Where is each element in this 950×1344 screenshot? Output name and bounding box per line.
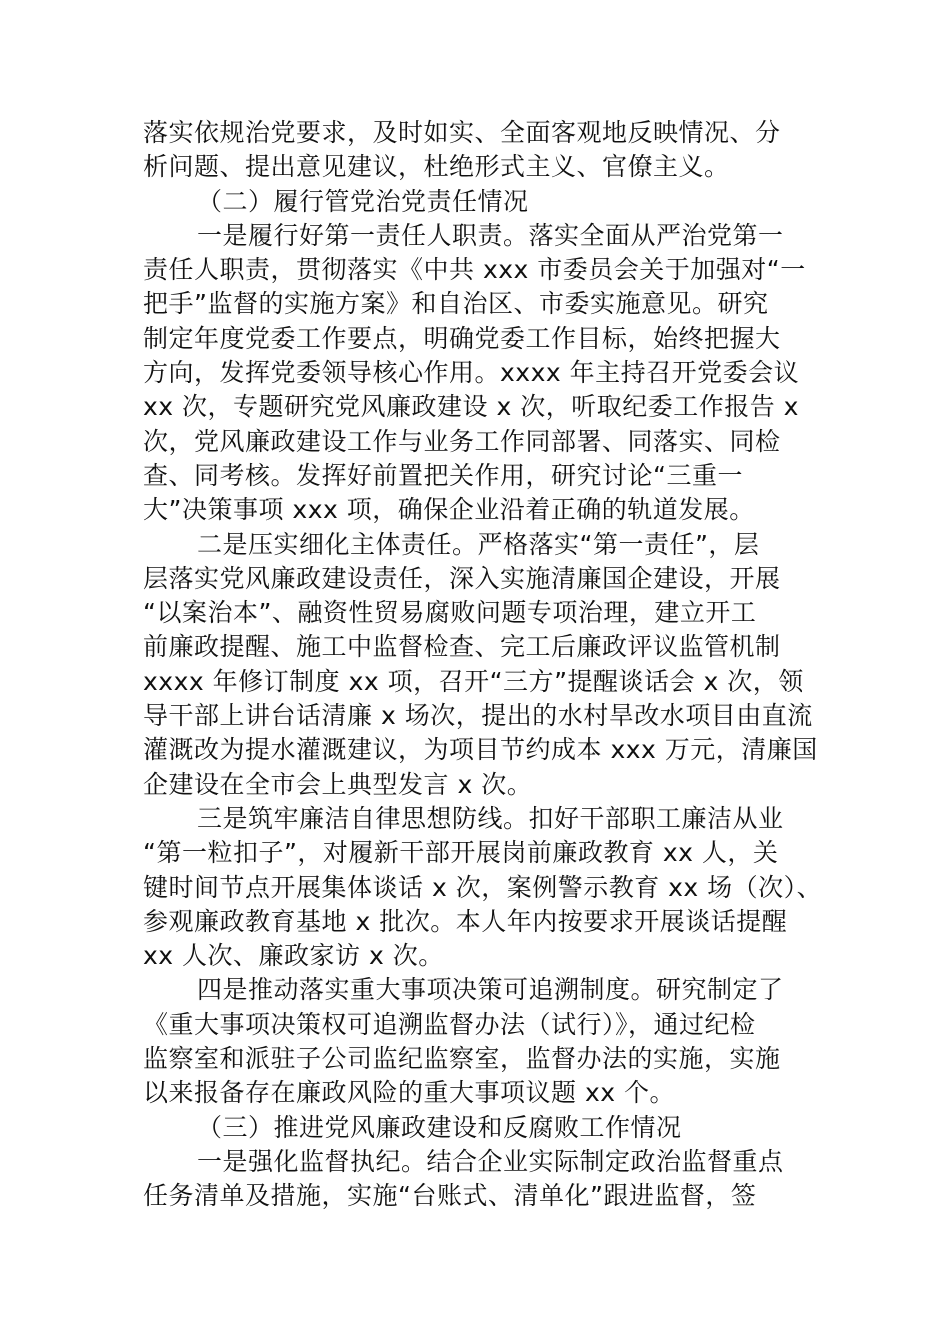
text-line: 导干部上讲台话清廉 x 场次，提出的水村旱改水项目由直流 — [143, 701, 813, 731]
text-line: 方向，发挥党委领导核心作用。xxxx 年主持召开党委会议 — [143, 358, 800, 388]
text-line: 层落实党风廉政建设责任，深入实施清廉国企建设，开展 — [143, 563, 781, 593]
text-line: 四是推动落实重大事项决策可追溯制度。研究制定了 — [197, 975, 784, 1005]
text-line: xx 次，专题研究党风廉政建设 x 次，听取纪委工作报告 x — [143, 392, 799, 422]
text-line: 把手”监督的实施方案》和自治区、市委实施意见。研究 — [143, 289, 769, 319]
text-line: 任务清单及措施，实施“台账式、清单化”跟进监督，签 — [143, 1181, 757, 1211]
text-line: 《重大事项决策权可追溯监督办法（试行）》，通过纪检 — [143, 1009, 756, 1039]
text-line: 查、同考核。发挥好前置把关作用，研究讨论“三重一 — [143, 460, 743, 490]
text-line: 二是压实细化主体责任。严格落实“第一责任”，层 — [197, 529, 760, 559]
text-line: 企建设在全市会上典型发言 x 次。 — [143, 769, 533, 799]
text-line: （二）履行管党治党责任情况 — [197, 186, 529, 216]
text-line: 监察室和派驻子公司监纪监察室，监督办法的实施，实施 — [143, 1044, 781, 1074]
text-line: 责任人职责，贯彻落实《中共 xxx 市委员会关于加强对“一 — [143, 255, 806, 285]
text-line: xxxx 年修订制度 xx 项，召开“三方”提醒谈话会 x 次，领 — [143, 666, 804, 696]
text-line: 一是强化监督执纪。结合企业实际制定政治监督重点 — [197, 1146, 784, 1176]
text-line: 前廉政提醒、施工中监督检查、完工后廉政评议监管机制 — [143, 632, 781, 662]
text-line: 三是筑牢廉洁自律思想防线。扣好干部职工廉洁从业 — [197, 803, 784, 833]
text-line: 键时间节点开展集体谈话 x 次，案例警示教育 xx 场（次）、 — [143, 872, 823, 902]
text-line: 参观廉政教育基地 x 批次。本人年内按要求开展谈话提醒 — [143, 906, 788, 936]
text-line: 以来报备存在廉政风险的重大事项议题 xx 个。 — [143, 1078, 675, 1108]
text-line: 制定年度党委工作要点，明确党委工作目标，始终把握大 — [143, 323, 781, 353]
document-page — [143, 116, 823, 1214]
text-line: 落实依规治党要求，及时如实、全面客观地反映情况、分 — [143, 118, 781, 147]
text-line: 析问题、提出意见建议，杜绝形式主义、官僚主义。 — [143, 152, 730, 182]
text-line: 灌溉改为提水灌溉建议，为项目节约成本 xxx 万元，清廉国 — [143, 735, 818, 765]
text-line: 大”决策事项 xxx 项，确保企业沿着正确的轨道发展。 — [143, 495, 755, 525]
text-line: 次，党风廉政建设工作与业务工作同部署、同落实、同检 — [143, 426, 781, 456]
text-line: xx 人次、廉政家访 x 次。 — [143, 941, 444, 971]
text-line: “第一粒扣子”，对履新干部开展岗前廉政教育 xx 人，关 — [143, 838, 779, 868]
text-line: 一是履行好第一责任人职责。落实全面从严治党第一 — [197, 220, 784, 250]
text-line: （三）推进党风廉政建设和反腐败工作情况 — [197, 1112, 682, 1142]
text-line: “以案治本”、融资性贸易腐败问题专项治理，建立开工 — [143, 598, 757, 628]
